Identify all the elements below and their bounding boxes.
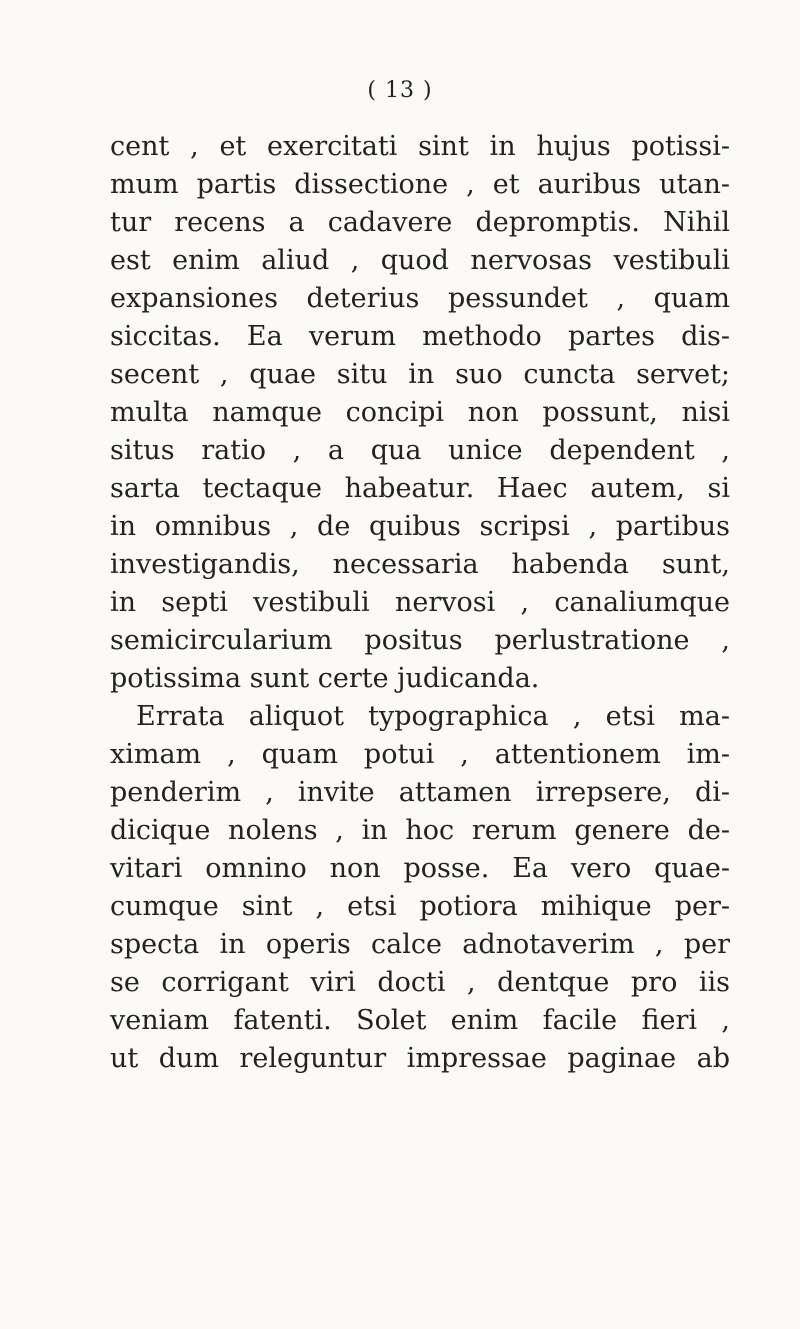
text-line: cent , et exercitati sint in hujus potissi-: [110, 131, 730, 162]
text-line: vitari omnino non posse. Ea vero quae-: [110, 853, 730, 884]
body-text: [110, 128, 730, 1078]
text-line: dicique nolens , in hoc rerum genere de-: [110, 815, 730, 846]
text-line: cumque sint , etsi potiora mihique per-: [110, 891, 730, 922]
text-line: expansiones deterius pessundet , quam: [110, 283, 730, 314]
text-line: investigandis, necessaria habenda sunt,: [110, 549, 730, 580]
text-line: sarta tectaque habeatur. Haec autem, si: [110, 473, 730, 504]
text-line: in omnibus , de quibus scripsi , partibus: [110, 511, 730, 542]
text-line: siccitas. Ea verum methodo partes dis-: [110, 321, 730, 352]
text-line: situs ratio , a qua unice dependent ,: [110, 435, 730, 466]
text-line: ximam , quam potui , attentionem im-: [110, 739, 730, 770]
text-line: veniam fatenti. Solet enim facile fieri ,: [110, 1005, 730, 1036]
text-line: mum partis dissectione , et auribus utan-: [110, 169, 730, 200]
text-line: in septi vestibuli nervosi , canaliumque: [110, 587, 730, 618]
text-line: ut dum releguntur impressae paginae ab: [110, 1043, 730, 1074]
text-line: se corrigant viri docti , dentque pro iis: [110, 967, 730, 998]
page-number: ( 13 ): [367, 78, 433, 103]
text-line: multa namque concipi non possunt, nisi: [110, 397, 730, 428]
text-line: secent , quae situ in suo cuncta servet;: [110, 359, 730, 390]
text-line: specta in operis calce adnotaverim , per: [110, 929, 730, 960]
text-line: semicircularium positus perlustratione ,: [110, 625, 730, 656]
text-line: potissima sunt certe judicanda.: [110, 663, 540, 694]
text-line: est enim aliud , quod nervosas vestibuli: [110, 245, 730, 276]
text-line: tur recens a cadavere depromptis. Nihil: [110, 207, 730, 238]
text-line: Errata aliquot typographica , etsi ma-: [136, 701, 730, 732]
text-line: penderim , invite attamen irrepsere, di-: [110, 777, 730, 808]
